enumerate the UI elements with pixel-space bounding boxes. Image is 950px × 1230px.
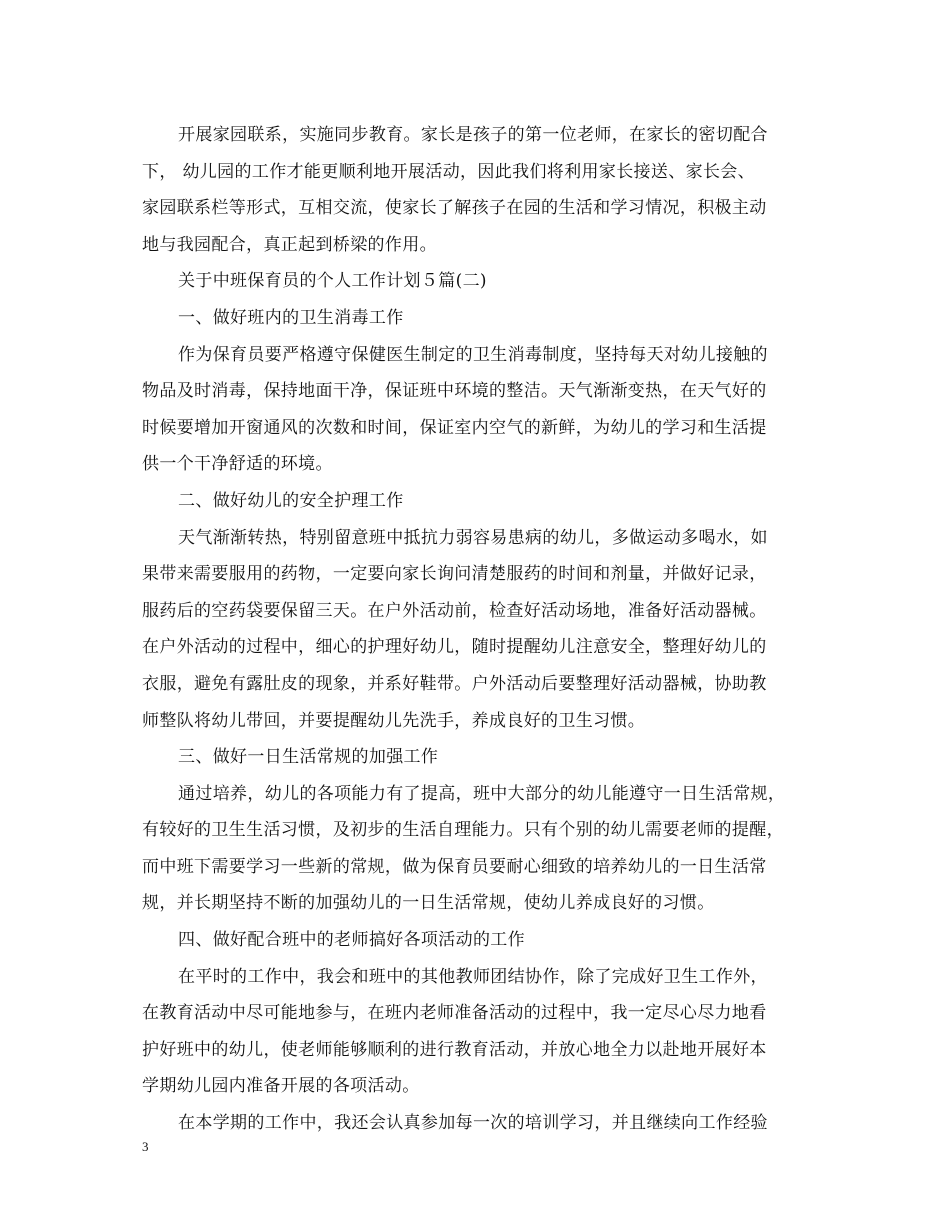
text-line: 护好班中的幼儿，使老师能够顺利的进行教育活动，并放心地全力以赴地开展好本 (142, 1039, 767, 1060)
text-line: 物品及时消毒，保持地面干净，保证班中环境的整洁。天气渐渐变热，在天气好的 (142, 381, 767, 402)
text-line: 四、做好配合班中的老师搞好各项活动的工作 (178, 930, 525, 951)
text-line: 家园联系栏等形式，互相交流，使家长了解孩子在园的生活和学习情况，积极主动 (142, 198, 767, 219)
text-line: 果带来需要服用的药物，一定要向家长询问清楚服药的时间和剂量，并做好记录， (142, 564, 767, 585)
text-line: 关于中班保育员的个人工作计划５篇(二) (178, 271, 487, 292)
text-line: 三、做好一日生活常规的加强工作 (178, 747, 439, 768)
text-line: 有较好的卫生生活习惯，及初步的生活自理能力。只有个别的幼儿需要老师的提醒， (142, 820, 784, 841)
text-line: 作为保育员要严格遵守保健医生制定的卫生消毒制度，坚持每天对幼儿接触的 (178, 344, 768, 365)
text-line: 通过培养，幼儿的各项能力有了提高，班中大部分的幼儿能遵守一日生活常规， (178, 783, 786, 804)
text-line: 地与我园配合，真正起到桥梁的作用。 (142, 234, 437, 255)
text-line: 规，并长期坚持不断的加强幼儿的一日生活常规，使幼儿养成良好的习惯。 (142, 893, 715, 914)
text-line: 供一个干净舒适的环境。 (142, 454, 333, 475)
text-line: 开展家园联系，实施同步教育。家长是孩子的第一位老师，在家长的密切配合 (178, 125, 768, 145)
text-line: 天气渐渐转热，特别留意班中抵抗力弱容易患病的幼儿，多做运动多喝水，如 (178, 527, 768, 548)
text-line: 一、做好班内的卫生消毒工作 (178, 307, 404, 328)
text-line: 时候要增加开窗通风的次数和时间，保证室内空气的新鲜，为幼儿的学习和生活提 (142, 417, 767, 438)
text-line: 师整队将幼儿带回，并要提醒幼儿先洗手，养成良好的卫生习惯。 (142, 710, 646, 731)
text-line: 下， 幼儿园的工作才能更顺利地开展活动，因此我们将利用家长接送、家长会、 (142, 161, 756, 182)
text-line: 二、做好幼儿的安全护理工作 (178, 490, 404, 511)
text-line: 在平时的工作中，我会和班中的其他教师团结协作，除了完成好卫生工作外， (178, 966, 768, 987)
text-line: 衣服，避免有露肚皮的现象，并系好鞋带。户外活动后要整理好活动器械，协助教 (142, 673, 767, 694)
text-line: 而中班下需要学习一些新的常规，做为保育员要耐心细致的培养幼儿的一日生活常 (142, 856, 767, 877)
document-body (142, 117, 814, 1142)
page-number: 3 (142, 1139, 149, 1154)
text-line: 在户外活动的过程中，细心的护理好幼儿，随时提醒幼儿注意安全，整理好幼儿的 (142, 637, 767, 658)
text-line: 在教育活动中尽可能地参与，在班内老师准备活动的过程中，我一定尽心尽力地看 (142, 1003, 767, 1024)
text-line: 学期幼儿园内准备开展的各项活动。 (142, 1076, 420, 1097)
text-line: 服药后的空药袋要保留三天。在户外活动前，检查好活动场地，准备好活动器械。 (142, 600, 767, 621)
text-line: 在本学期的工作中，我还会认真参加每一次的培训学习，并且继续向工作经验 (178, 1113, 768, 1134)
